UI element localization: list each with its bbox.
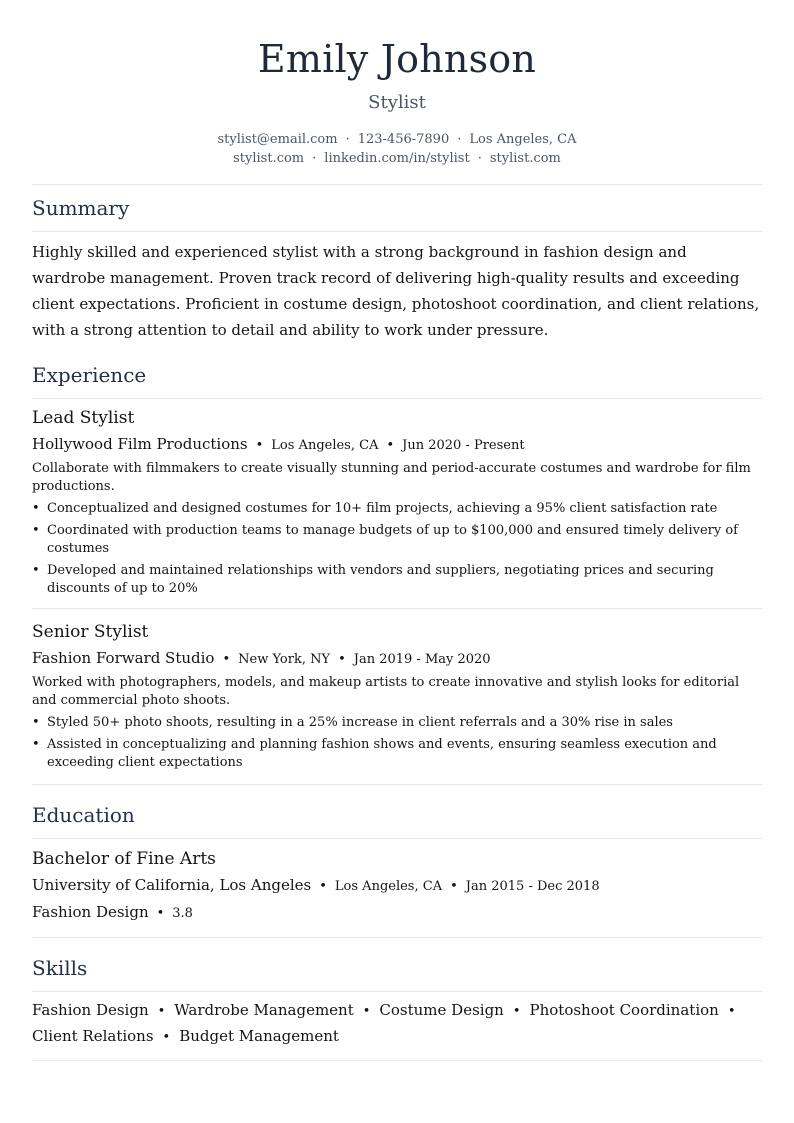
achievement-item: • Coordinated with production teams to manage budgets of up to $100,000 and ensured timely delivery of costumes	[32, 522, 762, 558]
education-heading: Education	[32, 803, 135, 827]
divider	[32, 991, 762, 992]
job-meta	[32, 647, 762, 671]
bullet-dot: •	[512, 1004, 521, 1019]
location-text: Los Angeles, CA	[469, 132, 577, 147]
email-link[interactable]: stylist@email.com	[217, 132, 338, 147]
phone-number: 123-456-7890	[357, 132, 450, 147]
job-description: Worked with photographers, models, and makeup artists to create innovative and stylish looks for editorial and commercial photo shoots.	[32, 675, 740, 708]
divider	[32, 838, 762, 839]
bullet-dot: •	[255, 438, 264, 453]
experience-section	[32, 362, 762, 785]
job-description: Collaborate with filmmakers to create visually stunning and period-accurate costumes and wardrobe for film productions.	[32, 461, 751, 494]
divider	[32, 1060, 762, 1061]
degree-name: Bachelor of Fine Arts	[32, 849, 216, 869]
divider	[32, 398, 762, 399]
gpa-value: 3.8	[172, 906, 193, 921]
separator: ·	[457, 132, 462, 147]
job-entry	[32, 621, 762, 772]
skill-item: Budget Management	[179, 1027, 339, 1045]
skills-row	[32, 1024, 762, 1050]
job-meta	[32, 433, 762, 457]
divider	[32, 937, 762, 938]
contact-info	[32, 130, 762, 168]
job-title: Lead Stylist	[32, 408, 135, 428]
achievement-item: • Conceptualized and designed costumes for 10+ film projects, achieving a 95% client satisfaction rate	[32, 500, 762, 518]
skills-heading: Skills	[32, 956, 88, 980]
bullet-dot: •	[156, 906, 165, 921]
company-name: Hollywood Film Productions	[32, 435, 248, 453]
job-entry	[32, 407, 762, 598]
separator: ·	[477, 151, 482, 166]
job-achievements	[32, 714, 762, 772]
portfolio-link[interactable]: stylist.com	[489, 151, 561, 166]
linkedin-link[interactable]: linkedin.com/in/stylist	[324, 151, 470, 166]
bullet-dot: •	[157, 1004, 166, 1019]
field-of-study: Fashion Design	[32, 903, 149, 921]
company-name: Fashion Forward Studio	[32, 649, 215, 667]
skill-item: Client Relations	[32, 1027, 154, 1045]
bullet-dot: •	[338, 652, 346, 667]
summary-text: Highly skilled and experienced stylist with a strong background in fashion design and wardrobe management. Proven track record of delivering high-quality results and exceeding client expectations. Proficient in costume design, photoshoot coordination, and client relations, with a strong attention to detail and ability to work under pressure.	[32, 243, 760, 339]
divider	[32, 184, 762, 185]
education-dates: Jan 2015 - Dec 2018	[465, 879, 600, 894]
job-dates: Jun 2020 - Present	[402, 438, 525, 453]
achievement-item: • Styled 50+ photo shoots, resulting in a 25% increase in client referrals and a 30% rise in sales	[32, 714, 762, 732]
experience-heading: Experience	[32, 363, 147, 387]
skills-row	[32, 998, 762, 1024]
job-achievements	[32, 500, 762, 598]
skill-item: Wardrobe Management	[174, 1001, 354, 1019]
separator: ·	[312, 151, 317, 166]
divider	[32, 784, 762, 785]
skill-item: Costume Design	[379, 1001, 504, 1019]
bullet-dot: •	[319, 879, 327, 894]
contact-line-1	[32, 130, 762, 149]
summary-section	[32, 195, 762, 343]
achievement-item: • Developed and maintained relationships with vendors and suppliers, negotiating prices and securing discounts of up to 20%	[32, 562, 762, 598]
bullet-dot: •	[362, 1004, 371, 1019]
resume-header	[32, 0, 762, 168]
bullet-dot: •	[727, 1004, 736, 1019]
education-section	[32, 802, 762, 938]
bullet-dot: •	[222, 652, 231, 667]
job-dates: Jan 2019 - May 2020	[353, 652, 491, 667]
skills-section	[32, 955, 762, 1061]
skill-item: Fashion Design	[32, 1001, 149, 1019]
school-name: University of California, Los Angeles	[32, 876, 312, 894]
candidate-role: Stylist	[368, 92, 426, 113]
school-location: Los Angeles, CA	[334, 879, 443, 894]
bullet-dot: •	[386, 438, 395, 453]
summary-heading: Summary	[32, 196, 130, 220]
education-meta	[32, 874, 762, 898]
website-link[interactable]: stylist.com	[233, 151, 305, 166]
candidate-name: Emily Johnson	[257, 37, 537, 81]
bullet-dot: •	[450, 879, 458, 894]
achievement-item: • Assisted in conceptualizing and planning fashion shows and events, ensuring seamless execution and exceeding client expectations	[32, 736, 762, 772]
job-location: Los Angeles, CA	[271, 438, 379, 453]
skill-item: Photoshoot Coordination	[529, 1001, 719, 1019]
contact-line-2	[32, 149, 762, 168]
education-field	[32, 901, 762, 925]
separator: ·	[345, 132, 350, 147]
bullet-dot: •	[162, 1030, 171, 1045]
divider	[32, 608, 762, 609]
job-location: New York, NY	[238, 652, 331, 667]
skills-list	[32, 998, 762, 1050]
divider	[32, 231, 762, 232]
job-title: Senior Stylist	[32, 622, 149, 642]
